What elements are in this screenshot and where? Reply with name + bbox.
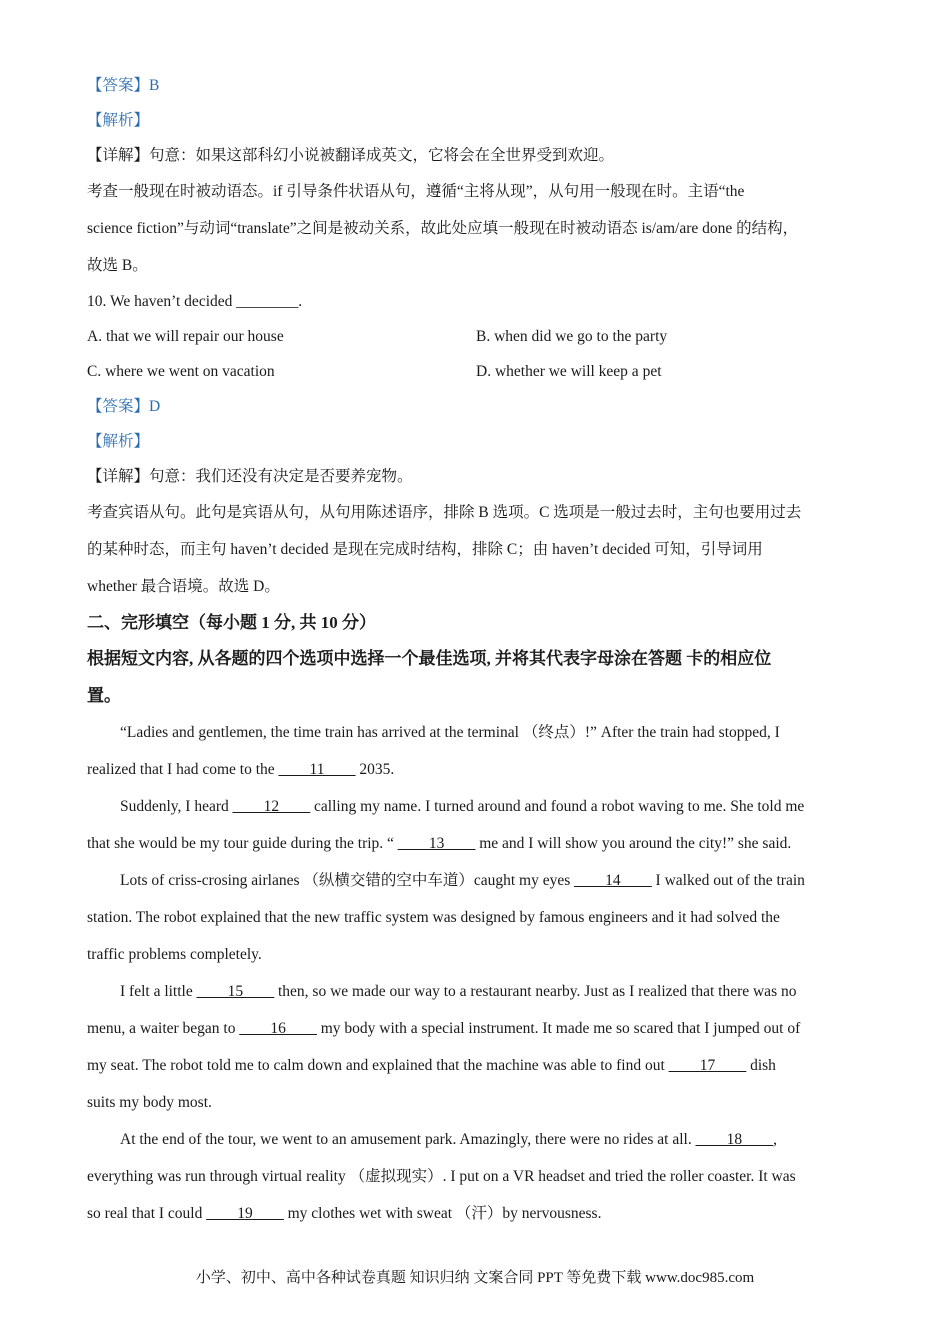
document-page	[87, 68, 862, 1232]
q10-analysis-label: 【解析】	[87, 433, 150, 450]
blank-12: ____12____	[232, 798, 311, 815]
blank-16: ____16____	[239, 1020, 317, 1037]
blank-13: ____13____	[397, 835, 476, 852]
q10-explanation-line-1: 考查宾语从句。此句是宾语从句，从句用陈述语序，排除 B 选项。C 选项是一般过去时，主句也要用过去	[87, 504, 802, 521]
q9-explanation-line-3: 故选 B。	[87, 257, 148, 274]
page-footer: 小学、初中、高中各种试卷真题 知识归纳 文案合同 PPT 等免费下载 www.doc985.com	[195, 1270, 755, 1286]
q10-options-row-2	[87, 354, 862, 389]
q9-explanation-line-1: 考查一般现在时被动语态。if 引导条件状语从句，遵循“主将从现”，从句用一般现在时。主语“the	[87, 183, 745, 200]
q9-explanation-line-2: science fiction”与动词“translate”之间是被动关系，故此处应填一般现在时被动语态 is/am/are done 的结构，	[87, 220, 799, 237]
q9-answer: 【答案】B	[87, 77, 160, 94]
passage-p4-line-3: my seat. The robot told me to calm down and explained that the machine was able to find out ____17____ dish	[87, 1057, 776, 1074]
section-instruction-line-2: 置。	[87, 686, 121, 705]
q10-explanation-line-2: 的某种时态，而主句 haven’t decided 是现在完成时结构，排除 C；由 haven’t decided 可知，引导词用	[87, 541, 763, 558]
passage-p3-line-2: station. The robot explained that the new traffic system was designed by famous engineers and it had solved the	[87, 909, 780, 926]
passage-p3-line-3: traffic problems completely.	[87, 946, 262, 963]
q10-option-b: B. when did we go to the party	[476, 328, 668, 345]
q10-option-d: D. whether we will keep a pet	[476, 363, 662, 380]
passage-p5-line-3: so real that I could ____19____ my clothes wet with sweat （汗）by nervousness.	[87, 1205, 602, 1222]
blank-17: ____17____	[668, 1057, 747, 1074]
blank-19: ____19____	[206, 1205, 284, 1222]
q10-option-a: A. that we will repair our house	[87, 328, 284, 345]
q9-analysis-label: 【解析】	[87, 112, 150, 129]
passage-p1-line-2: realized that I had come to the ____11____ 2035.	[87, 761, 395, 778]
passage-p5-line-1: At the end of the tour, we went to an amusement park. Amazingly, there were no rides at all. ____18____,	[120, 1131, 777, 1148]
q10-options-row-1	[87, 319, 862, 354]
passage-p3-line-1: Lots of criss-crosing airlanes （纵横交错的空中车道）caught my eyes ____14____ I walked out of the train	[120, 872, 805, 889]
passage-p2-line-1: Suddenly, I heard ____12____ calling my name. I turned around and found a robot waving to me. She told me	[120, 798, 805, 815]
blank-14: ____14____	[574, 872, 652, 889]
passage-p4-line-1: I felt a little ____15____ then, so we made our way to a restaurant nearby. Just as I realized that there was no	[120, 983, 797, 1000]
passage-p4-line-4: suits my body most.	[87, 1094, 212, 1111]
section-instruction-line-1: 根据短文内容, 从各题的四个选项中选择一个最佳选项, 并将其代表字母涂在答题 卡的相应位	[87, 649, 772, 668]
blank-18: ____18____	[695, 1131, 774, 1148]
q10-option-c: C. where we went on vacation	[87, 363, 275, 380]
q10-explanation-line-3: whether 最合语境。故选 D。	[87, 578, 280, 595]
passage-p2-line-2: that she would be my tour guide during the trip. “ ____13____ me and I will show you around the city!” she said.	[87, 835, 792, 852]
passage-p5-line-2: everything was run through virtual reality （虚拟现实）. I put on a VR headset and tried the roller coaster. It was	[87, 1168, 796, 1185]
q10-detail: 【详解】句意：我们还没有决定是否要养宠物。	[87, 468, 413, 485]
passage-p1-line-1: “Ladies and gentlemen, the time train has arrived at the terminal （终点）!” After the train had stopped, I	[120, 724, 780, 741]
blank-11: ____11____	[278, 761, 356, 778]
q10-answer: 【答案】D	[87, 398, 161, 415]
q10-stem: 10. We haven’t decided ________.	[87, 293, 303, 310]
section-title: 二、完形填空（每小题 1 分, 共 10 分）	[87, 613, 376, 632]
passage-p4-line-2: menu, a waiter began to ____16____ my body with a special instrument. It made me so scared that I jumped out of	[87, 1020, 801, 1037]
blank-15: ____15____	[196, 983, 275, 1000]
q9-detail: 【详解】句意：如果这部科幻小说被翻译成英文，它将会在全世界受到欢迎。	[87, 147, 615, 164]
